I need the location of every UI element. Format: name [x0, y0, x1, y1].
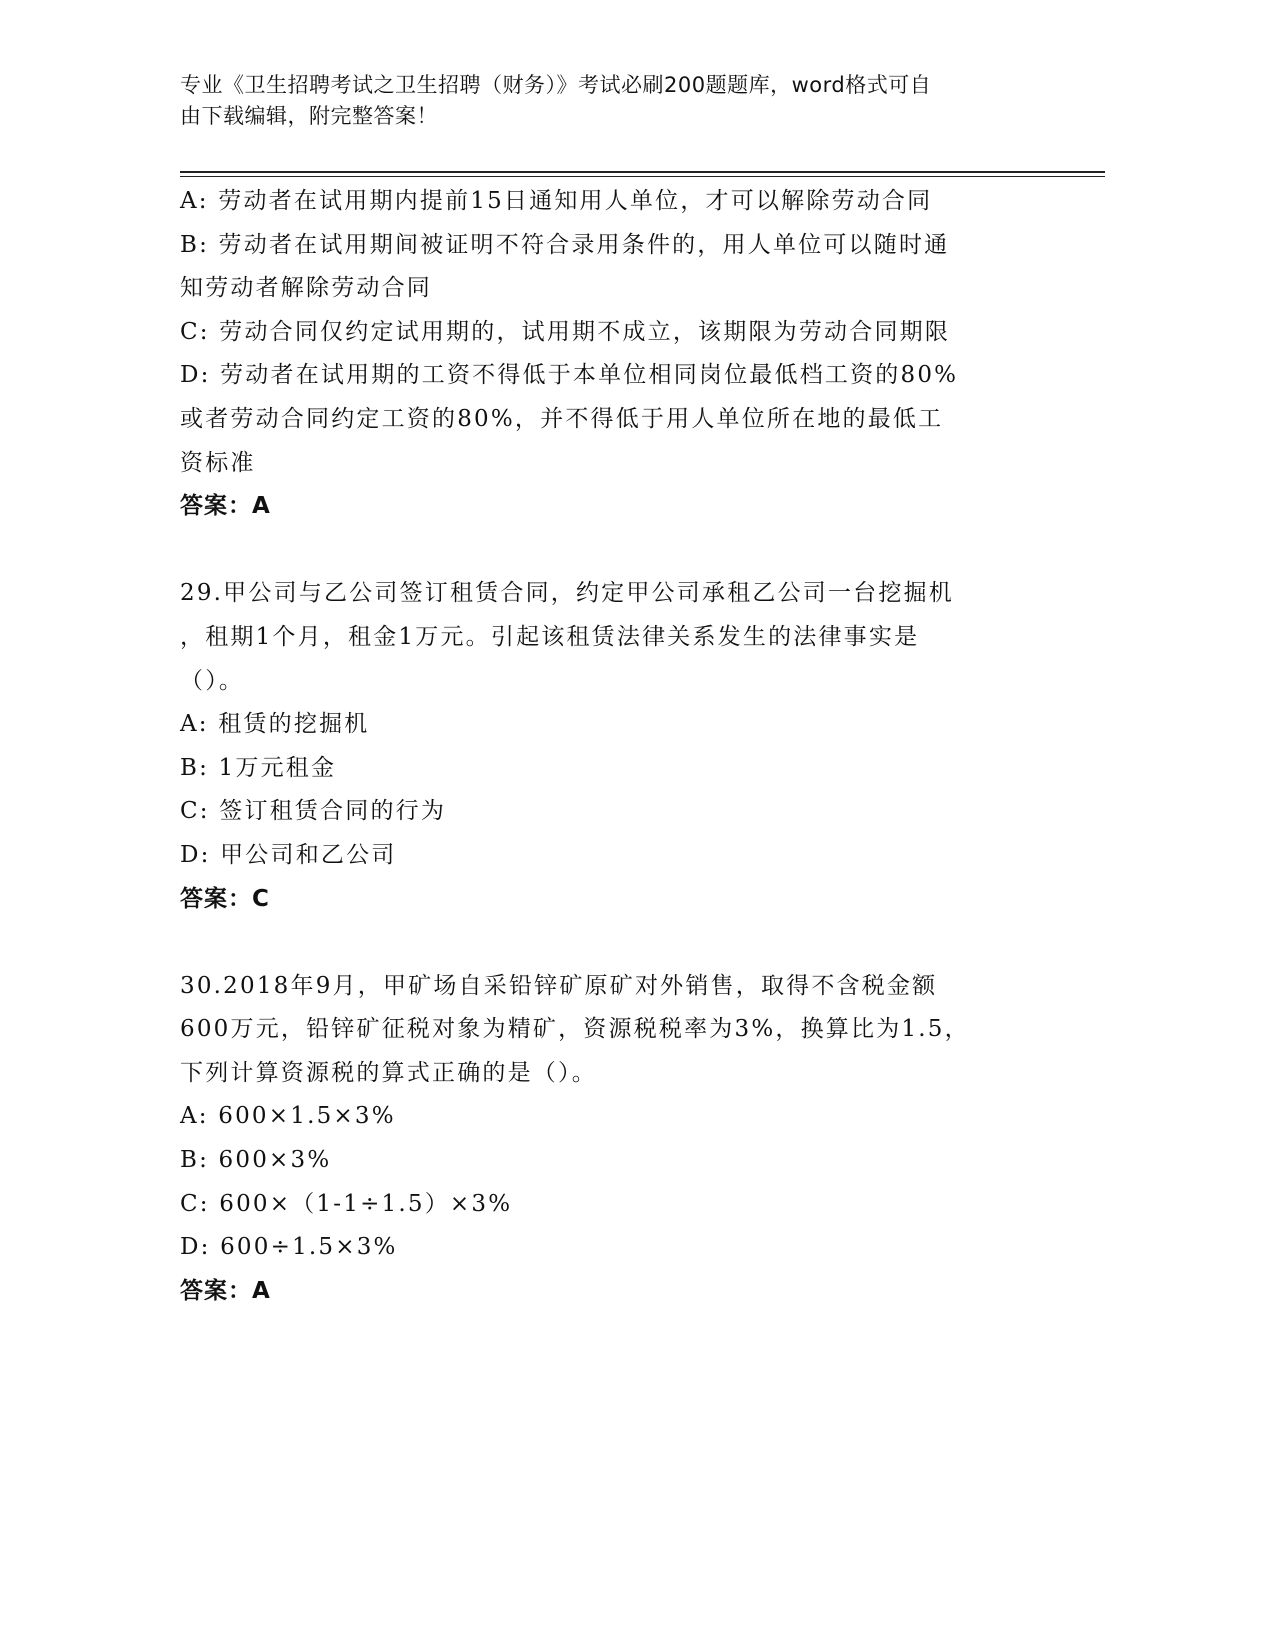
question-30 — [180, 965, 1040, 1314]
q29-stem-line-1: 29.甲公司与乙公司签订租赁合同，约定甲公司承租乙公司一台挖掘机 — [180, 580, 954, 607]
q28-option-b-line-2: 知劳动者解除劳动合同 — [180, 275, 432, 302]
q28-option-d-line-2: 或者劳动合同约定工资的80%，并不得低于用人单位所在地的最低工 — [180, 405, 944, 432]
spacer — [180, 529, 1040, 573]
q30-option-d: D: 600÷1.5×3% — [180, 1234, 398, 1261]
q29-option-b: B: 1万元租金 — [180, 754, 337, 781]
header-divider-thick — [180, 171, 1105, 173]
q29-stem-line-2: ，租期1个月，租金1万元。引起该租赁法律关系发生的法律事实是 — [180, 623, 920, 650]
q30-option-c: C: 600×（1-1÷1.5）×3% — [180, 1190, 513, 1217]
q28-option-b-line-1: B: 劳动者在试用期间被证明不符合录用条件的，用人单位可以随时通 — [180, 231, 950, 258]
q28-option-d-line-1: D: 劳动者在试用期的工资不得低于本单位相同岗位最低档工资的80% — [180, 362, 959, 389]
question-content — [180, 180, 1040, 1313]
q30-stem-line-1: 30.2018年9月，甲矿场自采铅锌矿原矿对外销售，取得不含税金额 — [180, 972, 938, 999]
header-line-2: 由下载编辑，附完整答案！ — [180, 104, 438, 128]
spacer — [180, 921, 1040, 965]
q28-answer: 答案：A — [180, 493, 271, 520]
q28-option-a: A: 劳动者在试用期内提前15日通知用人单位，才可以解除劳动合同 — [180, 188, 933, 214]
header-line-1: 专业《卫生招聘考试之卫生招聘（财务）》考试必刷200题题库，word格式可自 — [180, 73, 932, 97]
q30-answer: 答案：A — [180, 1277, 271, 1304]
q29-answer: 答案：C — [180, 885, 270, 912]
q28-option-d-line-3: 资标准 — [180, 449, 256, 476]
q30-option-a: A: 600×1.5×3% — [180, 1103, 396, 1130]
q29-option-a: A: 租赁的挖掘机 — [180, 711, 370, 738]
header-divider-thin — [180, 176, 1105, 177]
q30-stem-line-3: 下列计算资源税的算式正确的是（）。 — [180, 1059, 597, 1086]
q29-stem-line-3: （）。 — [180, 667, 245, 694]
q30-stem-line-2: 600万元，铅锌矿征税对象为精矿，资源税税率为3%，换算比为1.5， — [180, 1016, 970, 1043]
q30-option-b: B: 600×3% — [180, 1147, 332, 1174]
q29-option-c: C: 签订租赁合同的行为 — [180, 798, 447, 825]
q29-option-d: D: 甲公司和乙公司 — [180, 841, 397, 868]
q28-option-c: C: 劳动合同仅约定试用期的，试用期不成立，该期限为劳动合同期限 — [180, 318, 951, 345]
question-28 — [180, 180, 1040, 529]
question-29 — [180, 572, 1040, 921]
document-header — [180, 70, 1050, 132]
